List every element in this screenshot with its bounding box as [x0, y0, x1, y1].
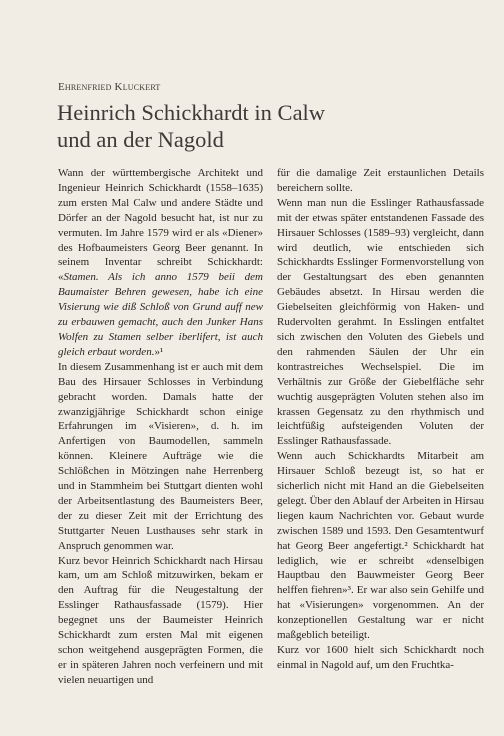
quote-close-footnote: »¹	[154, 345, 164, 358]
paragraph-5: Wenn man nun die Esslinger Rathausfassade mit der etwas später entstandenen Fassade des Hirsauer Schlosses (1589–93) vergleicht, dann wird deutlich, wie entschieden sich Schickhardts Esslinger Formenvorstellung von der Gestaltungsart des eben genannten Gebäudes absetzt. In Hirsau werden die Giebelseiten gleichförmig von Haken- und Rudervolten gerahmt. In Esslingen entfaltet sich zwischen den Voluten des Giebels und den rahmenden Säulen der Uhr ein kontrastreiches Wechselspiel. Die im Verhältnis zur Größe der Giebelfläche sehr wuchtig ausgeprägten Voluten stehen also im krassen Gegensatz zu den rhythmisch und leichtfüßig aufsteigenden Voluten der Esslinger Rathausfassade.	[277, 196, 484, 448]
paragraph-7: Kurz vor 1600 hielt sich Schickhardt noch einmal in Nagold auf, um den Fruchtka-	[277, 644, 484, 671]
paragraph-1-text: Wann der württembergische Architekt und Ingenieur Heinrich Schickhardt (1558–1635) zum ersten Mal Calw und andere Städte und Dörfer an der Nagold besucht hat, ist nur zu vermuten. Im Jahre 1579 wird er als «Diener» des Hofbaumeisters Georg Beer genannt. In seinem Inventar schreibt Schickhardt: «	[58, 167, 263, 284]
title-line-2: und an der Nagold	[57, 127, 224, 152]
article-title	[57, 99, 477, 153]
paragraph-1	[58, 166, 263, 360]
author-name: Ehrenfried Kluckert	[58, 81, 161, 93]
right-column	[277, 166, 484, 673]
paragraph-3: Kurz bevor Heinrich Schickhardt nach Hirsau kam, um am Schloß mitzuwirken, bekam er den Auftrag für die Neugestaltung der Esslinger Rathausfassade (1579). Hier begegnet uns der Baumeister Heinrich Schickhardt zum ersten Mal mit eigenen schon weitgehend ausgeprägten Formen, die er in späteren Jahren noch verfeinern und mit vielen neuartigen und	[58, 554, 263, 686]
inventory-quote: Stamen. Als ich anno 1579 beii dem Baumaister Behren gewesen, habe ich eine Visierung wie diß Schloß von Grund auff new zu erbauwen gemacht, auch den Junker Hans Wolfen zu Stamen selber iberlifert, ist auch gleich erbaut worden.	[58, 271, 263, 358]
paragraph-4: für die damalige Zeit erstaunlichen Details bereichern sollte.	[277, 167, 484, 194]
paragraph-2: In diesem Zusammenhang ist er auch mit dem Bau des Hirsauer Schlosses in Verbindung gebracht worden. Damals hatte der zwanzigjährige Schickhardt schon einige Erfahrungen im «Visieren», d. h. im Anfertigen von Baumodellen, sammeln können. Kleinere Aufträge wie die Schlößchen in Mötzingen nahe Herrenberg und in Stammheim bei Stuttgart dienten wohl der Arbeitsentlastung des Baumeisters Beer, der zu dieser Zeit mit der Errichtung des Stuttgarter Neuen Lusthauses sehr stark in Anspruch genommen war.	[58, 360, 263, 552]
left-column	[58, 166, 263, 688]
paragraph-6: Wenn auch Schickhardts Mitarbeit am Hirsauer Schloß bezeugt ist, so hat er sicherlich nicht mit Hand an die Giebelseiten gelegt. Über den Ablauf der Arbeiten in Hirsau liegen kaum Nachrichten vor. Gebaut wurde zwischen 1589 und 1593. Den Gesamtentwurf hat Georg Beer angefertigt.² Schickhardt hat lediglich, wie er schreibt «denselbigen Hauptbau den Bauwmeister Georg Beer helffen fiehren»³. Er war also sein Gehilfe und hat «Visierungen» vorgenommen. An der konzeptionellen Gestaltung war er nicht maßgeblich beteiligt.	[277, 450, 484, 642]
title-line-1: Heinrich Schickhardt in Calw	[57, 100, 326, 125]
